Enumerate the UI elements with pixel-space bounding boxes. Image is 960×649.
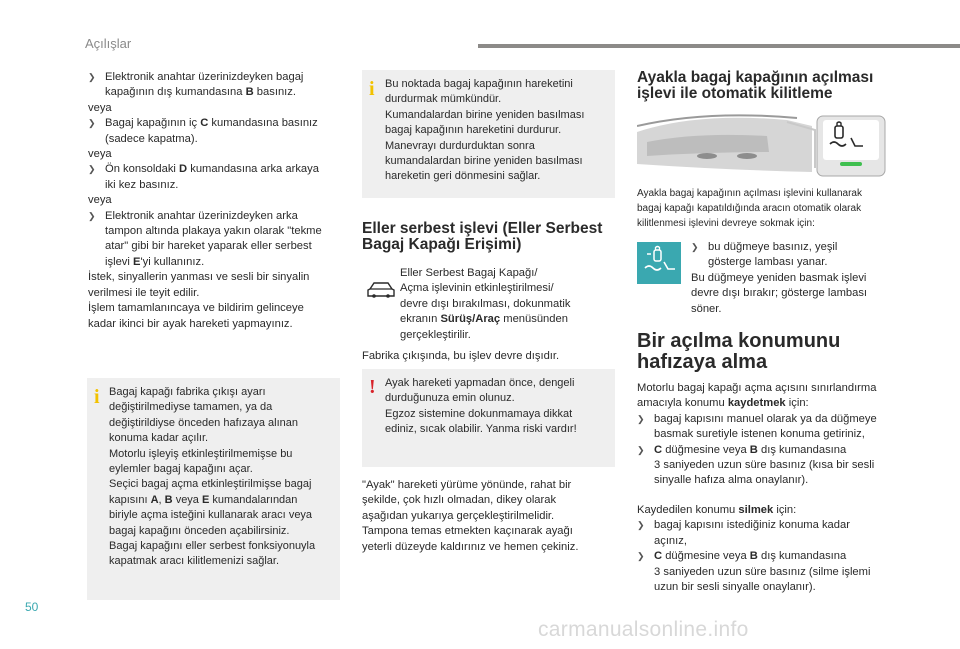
kick-instructions-text [362,478,618,555]
autolock-button-text [691,240,921,317]
text-line [109,447,315,462]
line-text: ekranın Sürüş/Araç menüsünden [400,313,568,326]
heading-line: hafızaya alma [637,351,768,373]
line-text: Manevrayı durdurduktan sonra [385,139,535,152]
text-line [109,416,315,431]
line-text: Motorlu işleyiş etkinleştirilmemişse bu [109,447,293,460]
text-line [88,301,338,316]
text-line [88,132,338,147]
text-line [637,458,927,473]
line-text: kapısını A, B veya E kumandalarından [109,493,298,506]
text-line [109,539,315,554]
text-line [691,302,921,317]
line-text: Bagaj kapağı fabrika çıkışı ayarı [109,386,266,398]
delete-position-text [637,503,927,595]
mid-info-box [362,70,615,198]
left-info-box [87,378,340,600]
tailgate-illustration [637,112,887,180]
hands-free-car-text [400,266,610,343]
line-text: veya [88,148,112,161]
bullet-icon: ❯ [691,242,699,252]
bullet-icon: ❯ [637,444,645,455]
line-text: Egzoz sistemine dokunmamaya dikkat [385,407,573,420]
warning-icon: ! [369,376,376,398]
line-text: değiştirildiyse önceden hafızaya alınan [109,416,299,429]
bullet-icon: ❯ [637,520,645,531]
line-text: veya [88,194,112,207]
page-number: 50 [25,600,39,614]
text-line [109,554,315,569]
line-text: durduğunuza emin olunuz. [385,392,515,405]
heading-line: Bir açılma konumunu [637,330,841,352]
text-line [400,281,610,296]
line-text: konuma kadar açılır. [109,432,209,445]
text-line [88,178,338,193]
line-text: Elektronik anahtar üzerinizdeyken bagaj [105,71,304,83]
text-line [637,201,917,216]
line-text: durdurmak mümkündür. [385,93,502,106]
text-line [385,92,584,107]
line-text: Kaydedilen konumu silmek için: [637,504,797,516]
heading-line: işlevi ile otomatik kilitleme [637,85,833,102]
line-text: kilitlenmesi işlevini devreye sokmak için: [637,218,815,229]
line-text: gösterge lambası yanar. [708,256,828,269]
text-line [109,477,315,492]
text-line [385,108,584,123]
line-text: bagaj kapısını manuel olarak ya da düğmeye [654,412,877,425]
line-text: eylemler bagaj kapağını açar. [109,463,253,476]
line-text: bagaj kapısını istediğiniz konuma kadar [654,519,850,532]
line-text: biriyle açma isteğini kullanarak aracı veya [109,509,313,522]
mid-info-text [385,77,584,185]
text-line [637,216,917,231]
header-bar [478,44,960,48]
line-text: Bu noktada bagaj kapağının hareketini [385,78,573,90]
text-line [88,101,338,116]
car-icon [366,280,396,300]
text-line [88,162,338,177]
text-line [637,534,927,549]
line-text: kadar ikinci bir ayak hareketi yapmayınız. [88,317,293,330]
line-text: Bagaj kapağının iç C kumandasına basınız [105,117,318,130]
left-info-text [109,385,315,570]
text-line [88,255,338,270]
text-line [385,154,584,169]
text-line [88,239,338,254]
text-line [362,493,618,508]
heading-line: Bagaj Kapağı Erişimi) [362,236,522,253]
text-line [691,240,921,255]
text-line [88,85,338,100]
line-text: bu düğmeye basınız, yeşil [708,241,838,253]
bullet-icon: ❯ [637,551,645,562]
autolock-button-icon [637,242,681,284]
line-text: iki kez basınız. [105,178,179,191]
text-line [88,70,338,85]
memorize-text [637,381,927,489]
text-line [109,508,315,523]
text-line [637,381,927,396]
line-text: "Ayak" hareketi yürüme yönünde, rahat bir [362,479,572,491]
line-text: bagaj kapağını önceden açabilirsiniz. [109,524,290,537]
bullet-icon: ❯ [637,413,645,424]
line-text: atar" gibi bir hareket yaparak eller serbest [105,240,312,253]
text-line [637,427,927,442]
left-column [88,70,338,332]
line-text: veya [88,101,112,114]
line-text: verilmesi ile teyit edilir. [88,286,200,299]
text-line [362,478,618,493]
line-text: Bagaj kapağını eller serbest fonksiyonuyla [109,540,316,553]
text-line [88,209,338,224]
line-text: devre dışı bırakır; gösterge lambası [691,287,868,300]
text-line [400,266,610,281]
line-text: Açma işlevinin etkinleştirilmesi/ [400,282,554,295]
page-header-title: Açılışlar [85,36,132,51]
text-line [385,407,577,422]
factory-default-text: Fabrika çıkışında, bu işlev devre dışıdır. [362,350,560,362]
line-text: 3 saniyeden uzun süre basınız (silme işlemi [654,565,871,578]
text-line [88,147,338,162]
line-text: kapağının dış kumandasına B basınız. [105,86,296,99]
line-text: şekilde, çok hızlı olmadan, dikey olarak [362,494,557,507]
text-line [88,317,338,332]
text-line [362,540,618,555]
text-line [385,77,584,92]
line-text: Kumandalardan birine yeniden basılması [385,108,585,121]
line-text: 3 saniyeden uzun süre basınız (kısa bir sesli [654,459,875,472]
text-line [385,422,577,437]
info-icon: i [369,78,375,100]
hands-free-heading [362,221,618,253]
line-text: Tampona temas etmekten kaçınarak ayağı [362,525,573,538]
line-text: yeterli düzeyde kaldırınız ve hemen çekiniz. [362,540,579,553]
line-text: Ön konsoldaki D kumandasına arka arkaya [105,163,319,176]
line-text: işlevi E'yi kullanınız. [105,255,205,268]
line-text: gerçekleştirilir. [400,328,471,341]
text-line [109,400,315,415]
text-line [400,297,610,312]
line-text: Ayakla bagaj kapağının açılması işlevini kullanarak [637,188,862,199]
line-text: hareketin geri dönmesini sağlar. [385,170,541,183]
text-line [691,255,921,270]
line-text: tampon altında plakaya yakın olarak "tekme [105,225,322,238]
line-text: aşağıdan yukarıya gerçekleştirilmelidir. [362,509,555,522]
warning-text [385,376,577,438]
text-line [400,312,610,327]
line-text: bagaj kapağının hareketini durdurur. [385,124,562,137]
line-text: amacıyla konumu kaydetmek için: [637,397,809,410]
line-text: bagaj kapağı kapatıldığında aracın otomatik olarak [637,203,862,214]
text-line [109,431,315,446]
text-line [637,518,927,533]
bullet-icon: ❯ [88,164,96,175]
bullet-icon: ❯ [88,72,96,82]
text-line [88,193,338,208]
line-text: değiştirilmediyse tamamen, ya da [109,401,273,414]
text-line [691,271,921,286]
line-text: Eller Serbest Bagaj Kapağı/ [400,267,538,279]
text-line [385,123,584,138]
line-text: kumandalardan birine yeniden basılması [385,155,583,168]
text-line [385,391,577,406]
line-text: Ayak hareketi yapmadan önce, dengeli [385,377,575,389]
line-text: (sadece kapatma). [105,132,198,145]
text-line [88,286,338,301]
info-icon: i [94,386,100,408]
text-line [385,169,584,184]
text-line [362,509,618,524]
text-line [637,186,917,201]
text-line [109,524,315,539]
watermark: carmanualsonline.info [538,618,749,641]
text-line [362,524,618,539]
line-text: Bu düğmeye yeniden basmak işlevi [691,271,867,284]
line-text: uzun bir sesli sinyalle onaylanır). [654,581,816,594]
bullet-icon: ❯ [88,118,96,129]
warning-box [362,369,615,467]
line-text: ediniz, sıcak olabilir. Yanma riski vardır! [385,423,577,436]
line-text: C düğmesine veya B dış kumandasına [654,550,847,563]
heading-line: Ayakla bagaj kapağının açılması [637,69,874,86]
memorize-heading [637,331,907,373]
line-text: açınız, [654,534,687,547]
bullet-icon: ❯ [88,210,96,221]
text-line [637,473,927,488]
auto-lock-caption [637,186,917,231]
text-line [400,328,610,343]
auto-lock-heading [637,70,907,102]
line-text: devre dışı bırakılması, dokunmatik [400,297,571,310]
text-line [691,286,921,301]
text-line [109,385,315,400]
line-text: İstek, sinyallerin yanması ve sesli bir sinyalin [88,271,310,284]
heading-line: Eller serbest işlevi (Eller Serbest [362,220,603,237]
text-line [637,503,927,518]
line-text: C düğmesine veya B dış kumandasına [654,443,847,456]
text-line [88,270,338,285]
text-line [385,139,584,154]
text-line [109,462,315,477]
text-line [637,412,927,427]
text-line [88,116,338,131]
text-line [637,580,927,595]
line-text: basmak suretiyle istenen konuma getiriniz, [654,428,865,441]
text-line [637,549,927,564]
text-line [637,396,927,411]
text-line [385,376,577,391]
line-text: söner. [691,302,722,315]
text-line [637,443,927,458]
text-line [637,565,927,580]
text-line [88,224,338,239]
line-text: sinyalle hafıza alma onaylanır). [654,474,809,487]
line-text: Seçici bagaj açma etkinleştirilmişse bagaj [109,478,312,491]
line-text: Motorlu bagaj kapağı açma açısını sınırlandırma [637,382,877,394]
line-text: İşlem tamamlanıncaya ve bildirim gelinceye [88,302,304,315]
line-text: kapatmak aracı kilitlemenizi sağlar. [109,555,280,568]
text-line [109,493,315,508]
line-text: Elektronik anahtar üzerinizdeyken arka [105,209,298,222]
